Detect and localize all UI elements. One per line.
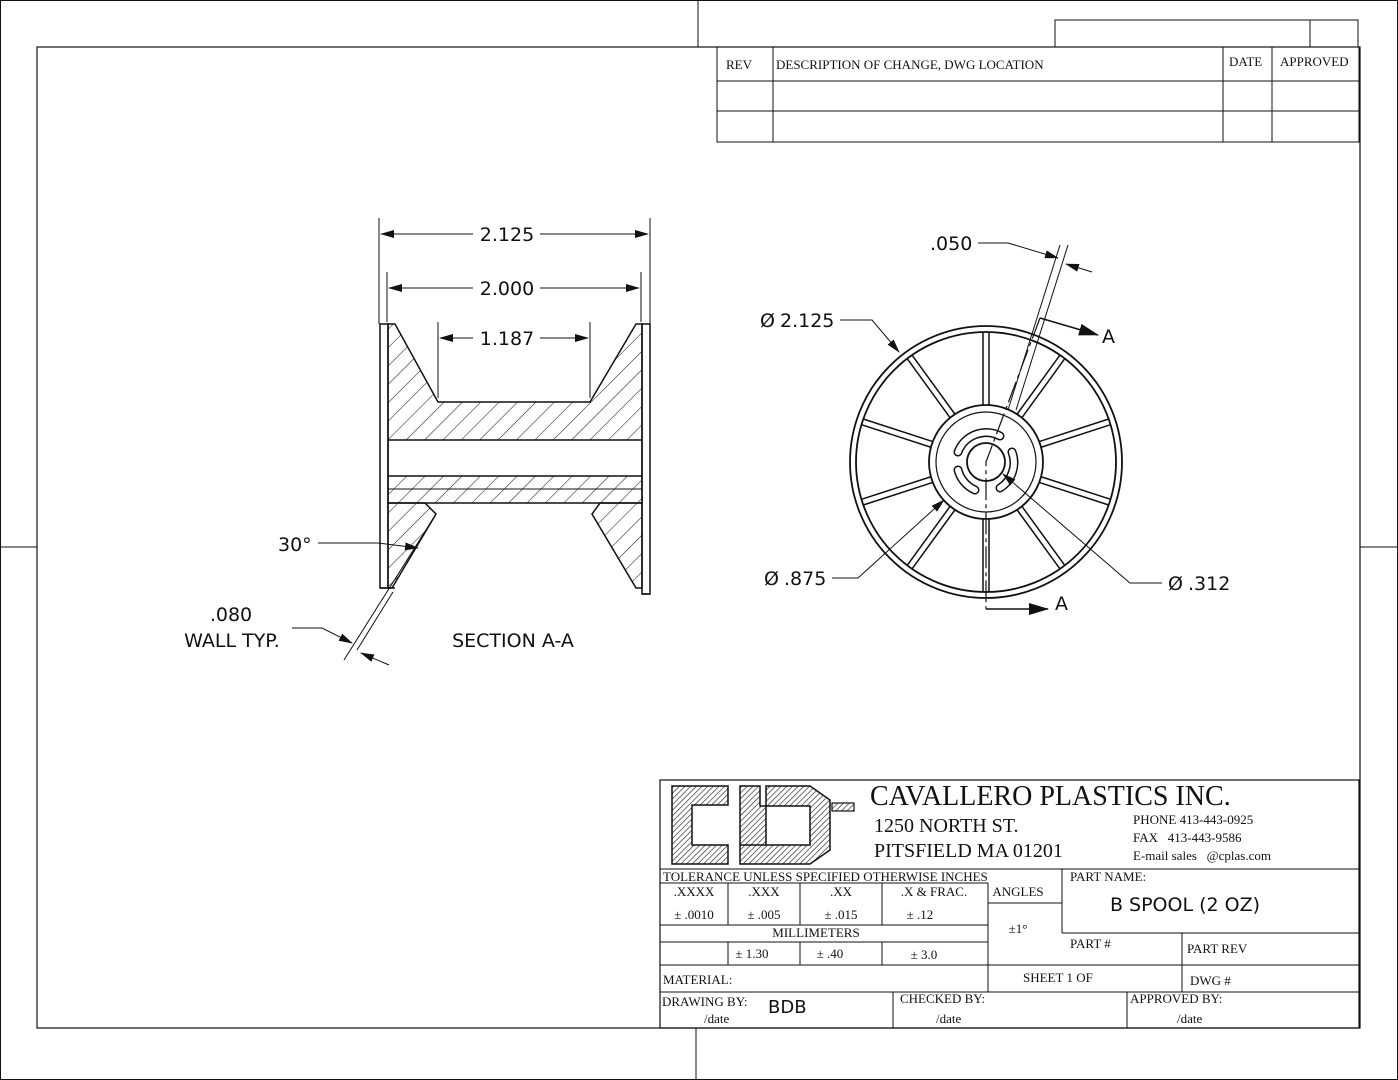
- tolerance-header: TOLERANCE UNLESS SPECIFIED OTHERWISE INCHES: [663, 869, 988, 884]
- tol-col-x-frac: .X & FRAC.: [900, 884, 968, 899]
- dim-thickness: .050: [930, 233, 973, 255]
- approved-date: /date: [1177, 1011, 1203, 1026]
- title-block: [660, 780, 1359, 1028]
- tol-col-xxx: .XXX: [748, 884, 780, 899]
- tol-col-xx: .XX: [829, 884, 853, 899]
- fax: FAX 413-443-9586: [1133, 830, 1242, 845]
- wall-value: .080: [209, 604, 253, 626]
- checked-date: /date: [936, 1011, 962, 1026]
- dia-symbol-hub: Ø: [764, 568, 779, 590]
- address-line1: 1250 NORTH ST.: [874, 815, 1019, 837]
- email: E-mail sales @cplas.com: [1133, 848, 1271, 863]
- tol-mm-xx: ± .40: [816, 946, 844, 961]
- phone: PHONE 413-443-0925: [1133, 812, 1254, 827]
- date-header: DATE: [1229, 54, 1263, 69]
- part-rev-label: PART REV: [1187, 941, 1248, 956]
- part-number-label: PART #: [1070, 936, 1111, 951]
- material-label: MATERIAL:: [663, 972, 733, 987]
- section-label: SECTION A-A: [452, 630, 574, 652]
- tol-inch-x: ± .12: [906, 907, 934, 922]
- dim-overall-width: 2.125: [479, 224, 535, 246]
- dia-hub: .875: [784, 568, 827, 590]
- description-header: DESCRIPTION OF CHANGE, DWG LOCATION: [776, 57, 1044, 72]
- tol-mm-xxx: ± 1.30: [735, 946, 769, 961]
- dia-outer: 2.125: [780, 310, 835, 332]
- part-name-label: PART NAME:: [1070, 869, 1147, 884]
- angles-value: ±1°: [1008, 921, 1028, 936]
- dim-flange-span: 2.000: [479, 278, 535, 300]
- section-marker-bottom: A: [1055, 593, 1068, 615]
- dia-bore: .312: [1188, 573, 1231, 595]
- section-right-flange: [592, 503, 642, 588]
- angle-callout: 30°: [278, 534, 312, 556]
- tol-col-xxxx: .XXXX: [673, 884, 715, 899]
- approved-header: APPROVED: [1280, 54, 1349, 69]
- dia-symbol-outer: Ø: [760, 310, 775, 332]
- tol-inch-xxx: ± .005: [747, 907, 781, 922]
- millimeters-label: MILLIMETERS: [772, 925, 860, 940]
- approved-by-label: APPROVED BY:: [1130, 991, 1223, 1006]
- revision-table: [717, 47, 1359, 142]
- drawn-by-label: DRAWING BY:: [662, 994, 748, 1009]
- drawn-date: /date: [704, 1011, 730, 1026]
- tol-inch-xxxx: ± .0010: [674, 907, 714, 922]
- tol-mm-x: ± 3.0: [910, 947, 938, 962]
- angles-label: ANGLES: [992, 884, 1044, 899]
- dim-core-width: 1.187: [479, 328, 535, 350]
- wall-label: WALL TYP.: [184, 630, 280, 652]
- rev-header: REV: [726, 57, 752, 72]
- sheet-label: SHEET 1 OF: [1023, 970, 1093, 985]
- dia-symbol-bore: Ø: [1168, 573, 1183, 595]
- section-marker-top: A: [1102, 326, 1115, 348]
- company-name: CAVALLERO PLASTICS INC.: [870, 781, 1231, 812]
- front-view: [760, 233, 1230, 615]
- part-name: B SPOOL (2 OZ): [1109, 894, 1261, 916]
- dwg-label: DWG #: [1190, 973, 1231, 988]
- tol-inch-xx: ± .015: [824, 907, 858, 922]
- company-logo: [672, 786, 854, 864]
- section-view: [184, 218, 650, 665]
- address-line2: PITSFIELD MA 01201: [874, 840, 1063, 862]
- drawn-by-value: BDB: [768, 997, 807, 1018]
- checked-by-label: CHECKED BY:: [900, 991, 986, 1006]
